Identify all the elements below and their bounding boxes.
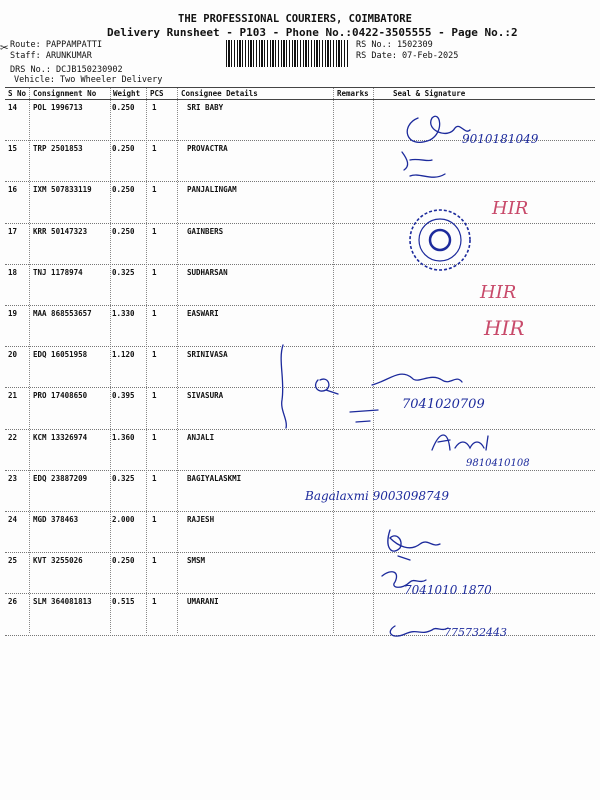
svg-text:9010181049: 9010181049 [462, 132, 539, 146]
row-pcs: 1 [152, 515, 157, 524]
punch-mark-icon: ✂ [0, 40, 9, 56]
row-sno: 17 [8, 226, 18, 236]
col-weight: Weight [113, 89, 141, 98]
row-sno: 26 [8, 597, 18, 607]
remark-row16: HIR [492, 198, 529, 219]
row-pcs: 1 [152, 473, 157, 483]
row-consignment: SLM 364081813 [33, 597, 92, 607]
remark-row19: HIR [484, 316, 525, 340]
row-consignee: UMARANI [187, 597, 219, 607]
row-consignee: SMSM [187, 556, 206, 566]
row-consignment: KRR 50147323 [33, 226, 88, 236]
mark-row20 [316, 379, 338, 394]
row-consignee: GAINBERS [187, 226, 224, 236]
svg-text:7041010 1870: 7041010 1870 [404, 583, 492, 597]
row-pcs: 1 [152, 267, 157, 277]
row-weight: 0.250 [112, 556, 135, 566]
row-sno: 25 [8, 556, 18, 566]
row-consignee: SUDHARSAN [187, 267, 228, 277]
row-sno: 22 [8, 432, 18, 442]
col-sno: S No [8, 89, 27, 98]
row-consignment: TRP 2501853 [33, 144, 83, 154]
col-pcs: PCS [150, 89, 164, 98]
runsheet-title: Delivery Runsheet - P103 - Phone No.:0422-3505555 - Page No.:2 [107, 26, 518, 39]
signature-row24 [388, 530, 440, 560]
row-weight: 0.250 [112, 185, 135, 195]
drs-label: DRS No.: DCJB150230902 [10, 65, 123, 75]
row-weight: 1.360 [112, 432, 135, 442]
row-sno: 21 [8, 391, 18, 401]
signature-row14 [407, 116, 538, 146]
svg-text:7041020709: 7041020709 [402, 397, 485, 412]
row-consignee: BAGIYALASKMI [187, 473, 242, 483]
row-consignment: TNJ 1178974 [33, 267, 83, 277]
row-consignee: PROVACTRA [187, 144, 228, 154]
signature-row22 [432, 435, 530, 469]
row-weight: 0.395 [112, 391, 135, 401]
bracket-mark [281, 345, 286, 428]
row-consignee: PANJALINGAM [187, 185, 237, 195]
row-sno: 18 [8, 267, 18, 277]
row-sno: 24 [8, 515, 18, 524]
row-consignment: IXM 507833119 [33, 185, 92, 195]
col-remarks: Remarks [337, 89, 369, 98]
row-sno: 23 [8, 473, 18, 483]
row-consignment: MGD 378463 [33, 515, 79, 524]
signature-row15 [402, 152, 445, 177]
signature-row21 [372, 374, 485, 412]
row-pcs: 1 [152, 309, 157, 318]
svg-text:9810410108: 9810410108 [466, 458, 530, 469]
row-weight: 0.515 [112, 597, 135, 607]
remark-row18: HIR [480, 282, 517, 303]
row-pcs: 1 [152, 226, 157, 236]
col-consignment: Consignment No [33, 89, 97, 98]
row-pcs: 1 [152, 185, 157, 195]
row-consignment: KVT 3255026 [33, 556, 83, 566]
mark-row21 [350, 410, 378, 422]
row-consignment: EDQ 16051958 [33, 350, 88, 360]
row-weight: 2.000 [112, 515, 135, 524]
row-pcs: 1 [152, 432, 157, 442]
row-consignee: SRI BABY [187, 103, 224, 112]
row-consignee: SRINIVASA [187, 350, 228, 360]
row-pcs: 1 [152, 597, 157, 607]
row-weight: 0.325 [112, 267, 135, 277]
col-consignee: Consignee Details [181, 89, 258, 98]
row-consignee: SIVASURA [187, 391, 224, 401]
svg-text:Bagalaxmi 9003098749: Bagalaxmi 9003098749 [305, 489, 449, 503]
route-label: Route: PAPPAMPATTI [10, 40, 103, 50]
row-weight: 1.120 [112, 350, 135, 360]
stamp-row17 [410, 210, 470, 270]
row-pcs: 1 [152, 556, 157, 566]
row-consignee: RAJESH [187, 515, 215, 524]
row-sno: 16 [8, 185, 18, 195]
row-sno: 19 [8, 309, 18, 318]
rs-date: RS Date: 07-Feb-2025 [356, 51, 459, 61]
vehicle-label: Vehicle: Two Wheeler Delivery [14, 75, 163, 85]
row-consignment: KCM 13326974 [33, 432, 88, 442]
row-consignee: ANJALI [187, 432, 215, 442]
row-consignment: EDQ 23887209 [33, 473, 88, 483]
signature-row25 [382, 572, 492, 597]
staff-label: Staff: ARUNKUMAR [10, 51, 92, 61]
row-sno: 15 [8, 144, 18, 154]
company-title: THE PROFESSIONAL COURIERS, COIMBATORE [178, 13, 412, 25]
signature-row26 [390, 626, 507, 639]
row-consignment: MAA 868553657 [33, 309, 92, 318]
row-consignment: POL 1996713 [33, 103, 83, 112]
svg-text:775732443: 775732443 [444, 626, 507, 639]
row-pcs: 1 [152, 391, 157, 401]
row-weight: 0.250 [112, 103, 135, 112]
row-pcs: 1 [152, 350, 157, 360]
row-weight: 0.325 [112, 473, 135, 483]
row-weight: 1.330 [112, 309, 135, 318]
row-sno: 20 [8, 350, 18, 360]
row-pcs: 1 [152, 103, 157, 112]
row-weight: 0.250 [112, 144, 135, 154]
row-sno: 14 [8, 103, 18, 112]
row-consignment: PRO 17408650 [33, 391, 88, 401]
row-consignee: EASWARI [187, 309, 219, 318]
col-seal-signature: Seal & Signature [393, 89, 466, 98]
row-pcs: 1 [152, 144, 157, 154]
signature-row23 [304, 489, 449, 503]
row-weight: 0.250 [112, 226, 135, 236]
rs-number: RS No.: 1502309 [356, 40, 433, 50]
